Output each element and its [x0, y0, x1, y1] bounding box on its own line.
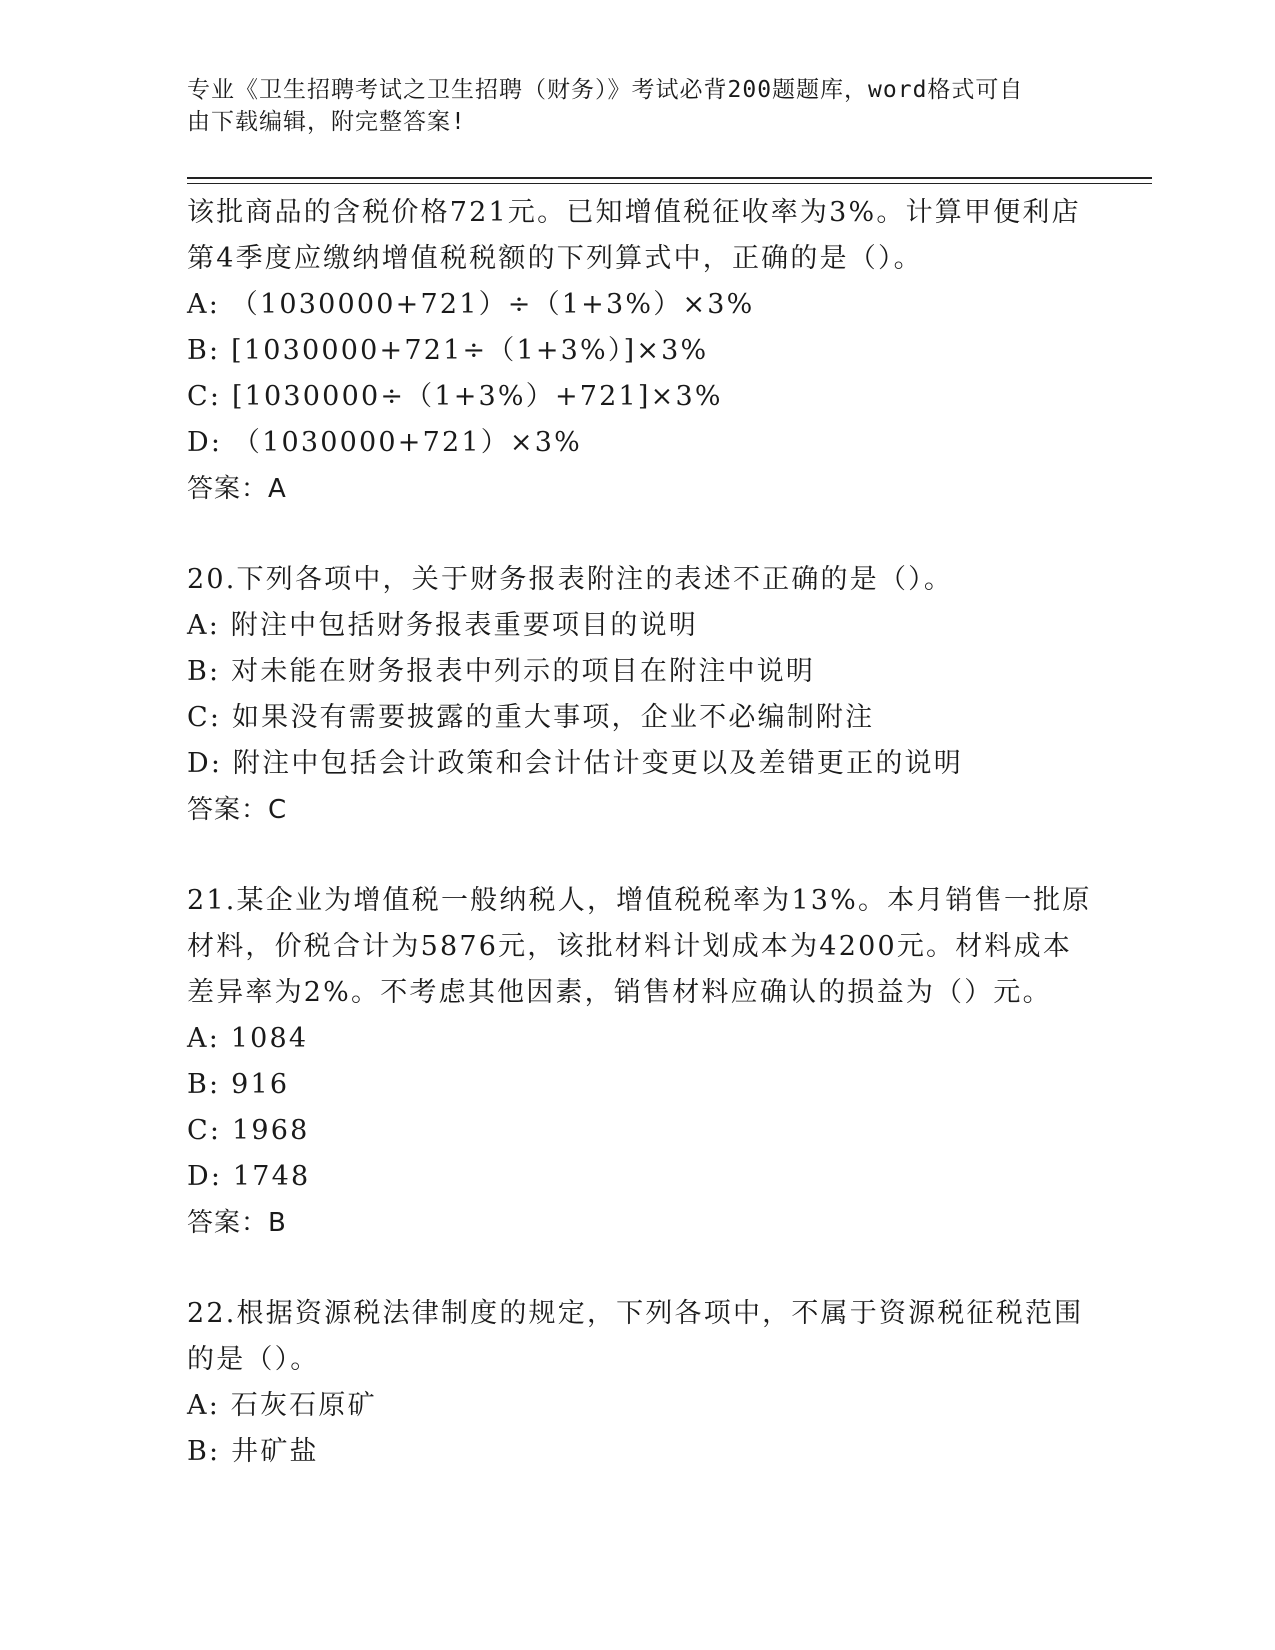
- question-text: 21.某企业为增值税一般纳税人，增值税税率为13%。本月销售一批原: [187, 885, 1092, 916]
- option-a: A: （1030000+721）÷（1+3%）×3%: [187, 289, 755, 320]
- question-text: 的是（）。: [187, 1344, 320, 1375]
- option-a: A: 1084: [187, 1023, 309, 1054]
- question-21: [187, 878, 1092, 1246]
- option-a: A: 附注中包括财务报表重要项目的说明: [187, 610, 698, 641]
- option-a: A: 石灰石原矿: [187, 1390, 377, 1421]
- question-text: 材料，价税合计为5876元，该批材料计划成本为4200元。材料成本: [187, 931, 1073, 962]
- question-text: 该批商品的含税价格721元。已知增值税征收率为3%。计算甲便利店: [187, 197, 1081, 228]
- option-c: C: 1968: [187, 1115, 310, 1146]
- document-header: [187, 74, 1067, 138]
- question-text: 22.根据资源税法律制度的规定，下列各项中，不属于资源税征税范围: [187, 1298, 1084, 1329]
- option-b: B: 井矿盐: [187, 1436, 319, 1467]
- question-22: [187, 1291, 1084, 1475]
- option-b: B: 对未能在财务报表中列示的项目在附注中说明: [187, 656, 816, 687]
- question-text: 第4季度应缴纳增值税税额的下列算式中，正确的是（）。: [187, 243, 923, 274]
- header-line-1: 专业《卫生招聘考试之卫生招聘（财务）》考试必背200题题库，word格式可自: [187, 77, 1024, 103]
- answer-label: 答案：A: [187, 474, 287, 504]
- option-d: D: 1748: [187, 1161, 311, 1192]
- question-20: [187, 557, 1077, 833]
- answer-label: 答案：C: [187, 795, 288, 825]
- question-text: 20.下列各项中，关于财务报表附注的表述不正确的是（）。: [187, 564, 954, 595]
- spacer: [187, 1246, 1077, 1291]
- option-c: C: [1030000÷（1+3%）+721]×3%: [187, 381, 723, 412]
- option-b: B: 916: [187, 1069, 290, 1100]
- question-list: [187, 190, 1092, 1475]
- question-19: [187, 190, 1081, 512]
- option-d: D: （1030000+721）×3%: [187, 427, 582, 458]
- question-text: 差异率为2%。不考虑其他因素，销售材料应确认的损益为（）元。: [187, 977, 1052, 1008]
- option-d: D: 附注中包括会计政策和会计估计变更以及差错更正的说明: [187, 748, 963, 779]
- header-line-2: 由下载编辑，附完整答案!: [187, 109, 466, 135]
- option-c: C: 如果没有需要披露的重大事项，企业不必编制附注: [187, 702, 875, 733]
- header-divider-thick: [187, 177, 1152, 179]
- spacer: [187, 833, 1077, 878]
- option-b: B: [1030000+721÷（1+3%）]×3%: [187, 335, 709, 366]
- header-divider-thin: [187, 183, 1152, 184]
- answer-label: 答案：B: [187, 1208, 287, 1238]
- spacer: [187, 512, 1077, 557]
